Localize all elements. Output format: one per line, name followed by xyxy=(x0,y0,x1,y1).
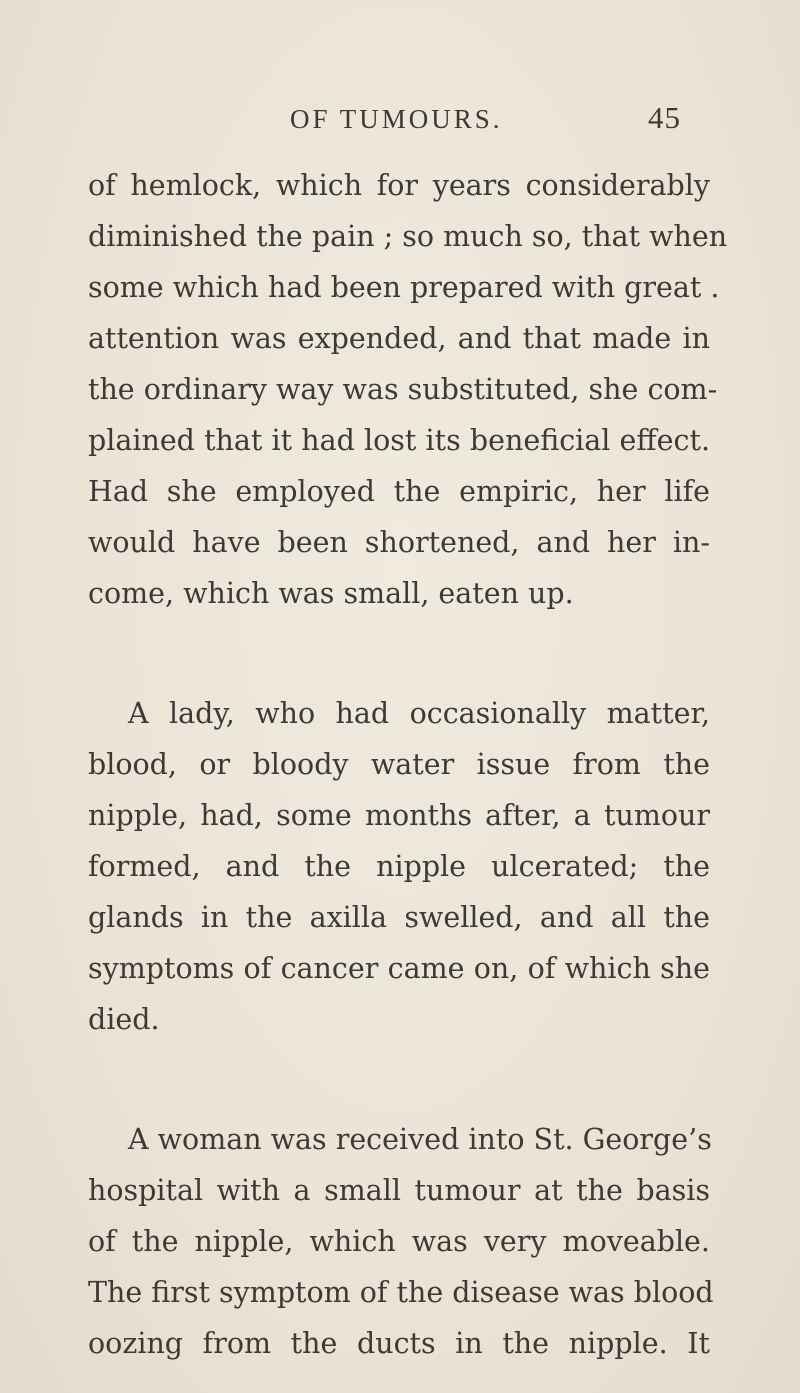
running-title: OF TUMOURS. xyxy=(290,104,503,134)
body-text xyxy=(88,160,728,1369)
text-line: come, which was small, eaten up. xyxy=(88,577,574,610)
text-line: of the nipple, which was very moveable. xyxy=(88,1225,710,1258)
text-line: nipple, had, some months after, a tumour xyxy=(88,799,710,832)
text-line: A lady, who had occasionally matter, xyxy=(128,697,710,730)
paragraph-gap xyxy=(88,619,710,688)
text-line: oozing from the ducts in the nipple. It xyxy=(88,1327,710,1360)
page-number: 45 xyxy=(648,100,681,135)
text-line: of hemlock, which for years considerably xyxy=(88,169,710,202)
text-line: Had she employed the empiric, her life xyxy=(88,475,710,508)
text-line: would have been shortened, and her in- xyxy=(88,526,710,559)
paragraph-gap xyxy=(88,1045,710,1114)
text-line: some which had been prepared with great . xyxy=(88,271,720,304)
text-line: diminished the pain ; so much so, that when xyxy=(88,220,728,253)
text-line: died. xyxy=(88,1003,160,1036)
page-header xyxy=(0,100,800,140)
text-line: symptoms of cancer came on, of which she xyxy=(88,952,710,985)
text-line: formed, and the nipple ulcerated; the xyxy=(88,850,710,883)
paragraph-3 xyxy=(88,1114,714,1369)
paragraph-1 xyxy=(88,160,728,619)
text-line: the ordinary way was substituted, she com- xyxy=(88,373,718,406)
text-line: attention was expended, and that made in xyxy=(88,322,710,355)
paragraph-2 xyxy=(88,688,710,1045)
text-line: The first symptom of the disease was blood xyxy=(88,1276,714,1309)
text-line: blood, or bloody water issue from the xyxy=(88,748,710,781)
text-line: hospital with a small tumour at the basis xyxy=(88,1174,710,1207)
text-line: A woman was received into St. George’s xyxy=(128,1123,712,1156)
text-line: plained that it had lost its beneficial effect. xyxy=(88,424,710,457)
text-line: glands in the axilla swelled, and all the xyxy=(88,901,710,934)
